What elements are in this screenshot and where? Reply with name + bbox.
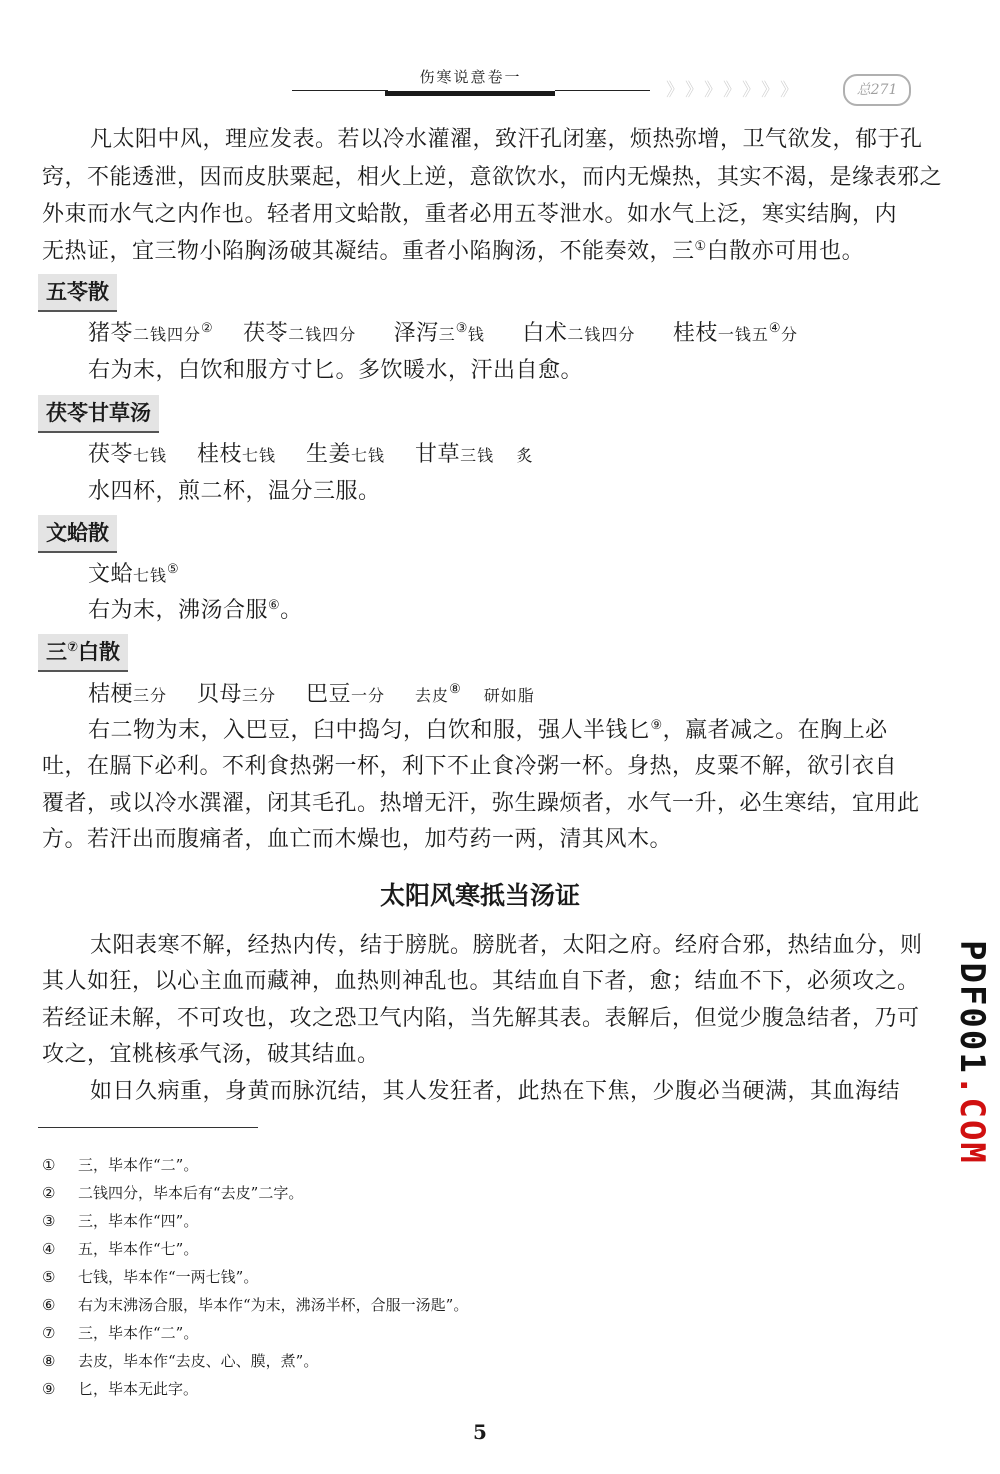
ingredient-name: 桔梗 xyxy=(88,682,134,707)
ingredient-name: 猪苓 xyxy=(88,321,134,346)
ingredient-name: 巴豆 xyxy=(306,682,352,707)
footnote-ref: ⑨ xyxy=(650,718,663,733)
method-line: 水四杯，煎二杯，温分三服。 xyxy=(88,479,381,504)
intro-text-end: 白散亦可用也。 xyxy=(706,239,865,264)
ingredient-note: 炙 xyxy=(516,446,534,465)
ingredient-name: 茯苓 xyxy=(88,442,134,467)
ingredient-note: 研如脂 xyxy=(483,686,535,705)
ingredient-dose: 七钱 xyxy=(351,446,386,465)
section-title: 太阳风寒抵当汤证 xyxy=(379,881,580,910)
footnote: ⑧ 去皮，毕本作“去皮、心、膜，煮”。 xyxy=(42,1352,319,1370)
footnote: ③ 三，毕本作“四”。 xyxy=(42,1212,199,1230)
ingredient-dose: 二钱四分 xyxy=(567,325,636,344)
formula-heading-fuling: 茯苓甘草汤 xyxy=(38,395,159,433)
method-line: 右为末，白饮和服方寸匕。多饮暖水，汗出自愈。 xyxy=(88,358,584,383)
formula-heading-wenge: 文蛤散 xyxy=(38,515,117,553)
method-line: 吐，在膈下必利。不利食热粥一杯，利下不止食冷粥一杯。身热，皮粟不解，欲引衣自 xyxy=(42,754,898,779)
footnote-ref: ① xyxy=(694,239,707,254)
method-line: 右二物为末，入巴豆，臼中捣匀，白饮和服，强人半钱匕⑨，羸者减之。在胸上必 xyxy=(88,718,888,743)
ingredient-name: 文蛤 xyxy=(88,562,134,587)
footnote-rule xyxy=(38,1127,258,1128)
intro-line: 窍，不能透泄，因而皮肤粟起，相火上逆，意欲饮水，而内无燥热，其实不渴，是缘表邪之 xyxy=(42,165,943,190)
ingredient-dose-unit: 钱 xyxy=(467,325,485,344)
page-number: 5 xyxy=(473,1420,487,1444)
ingredient-name: 甘草 xyxy=(415,442,461,467)
ingredient-dose: 一分 xyxy=(351,686,386,705)
footnote-ref: ② xyxy=(201,321,214,336)
total-page-badge: 总271 xyxy=(843,74,911,106)
footnote: ① 三，毕本作“二”。 xyxy=(42,1156,199,1174)
ingredient-line xyxy=(88,561,179,590)
footnote-ref: ③ xyxy=(455,321,468,336)
running-header-title: 伤寒说意卷一 xyxy=(419,68,522,86)
ingredient-dose: 一钱五 xyxy=(717,325,769,344)
footnote-ref: ④ xyxy=(768,321,782,336)
intro-line: 凡太阳中风，理应发表。若以冷水灌濯，致汗孔闭塞，烦热弥增，卫气欲发，郁于孔 xyxy=(90,127,923,152)
ingredient-name: 茯苓 xyxy=(243,321,289,346)
footnote: ④ 五，毕本作“七”。 xyxy=(42,1240,199,1258)
footnote-ref: ⑥ xyxy=(268,598,281,613)
body-line: 若经证未解，不可攻也，攻之恐卫气内陷，当先解其表。表解后，但觉少腹急结者，乃可 xyxy=(42,1006,920,1031)
ingredient-name: 白术 xyxy=(522,321,568,346)
footnote-ref: ⑤ xyxy=(167,562,180,577)
header-ornament: 》》》》》》》 xyxy=(666,80,808,101)
body-line: 如日久病重，身黄而脉沉结，其人发狂者，此热在下焦，少腹必当硬满，其血海结 xyxy=(90,1079,901,1104)
body-line: 其人如狂，以心主血而藏神，血热则神乱也。其结血自下者，愈；结血不下，必须攻之。 xyxy=(42,969,920,994)
watermark-pdf: PDF001 xyxy=(952,940,992,1075)
method-line: 覆者，或以冷水潠濯，闭其毛孔。热增无汗，弥生躁烦者，水气一升，必生寒结，宜用此 xyxy=(42,791,920,816)
ingredient-note: 去皮 xyxy=(415,686,450,705)
footnote: ⑥ 右为末沸汤合服，毕本作“为末，沸汤半杯，合服一汤匙”。 xyxy=(42,1296,469,1314)
body-line: 太阳表寒不解，经热内传，结于膀胱。膀胱者，太阳之府。经府合邪，热结血分，则 xyxy=(90,933,923,958)
header-rule-bar xyxy=(385,91,555,96)
watermark xyxy=(952,940,996,1165)
ingredient-name: 泽泻 xyxy=(393,321,439,346)
footnote: ② 二钱四分，毕本后有“去皮”二字。 xyxy=(42,1184,304,1202)
footnote: ⑨ 匕，毕本无此字。 xyxy=(42,1380,199,1398)
footnote: ⑤ 七钱，毕本作“一两七钱”。 xyxy=(42,1268,259,1286)
ingredient-name: 生姜 xyxy=(306,442,352,467)
ingredient-name: 桂枝 xyxy=(197,442,243,467)
footnote: ⑦ 三，毕本作“二”。 xyxy=(42,1324,199,1342)
ingredient-dose: 二钱四分 xyxy=(133,325,202,344)
ingredient-dose: 七钱 xyxy=(133,446,168,465)
body-line: 攻之，宜桃核承气汤，破其结血。 xyxy=(42,1042,380,1067)
ingredient-dose: 三分 xyxy=(242,686,277,705)
ingredient-dose: 七钱 xyxy=(133,566,168,585)
method-line: 方。若汗出而腹痛者，血亡而木燥也，加芍药一两，清其风木。 xyxy=(42,827,673,852)
footnote-ref: ⑦ xyxy=(67,640,79,655)
formula-heading-sanbai: 三⑦白散 xyxy=(38,634,128,672)
ingredient-line xyxy=(88,441,534,470)
ingredient-dose: 三 xyxy=(438,325,456,344)
intro-line-last xyxy=(42,238,864,266)
ingredient-dose-unit: 分 xyxy=(781,325,799,344)
ingredient-line xyxy=(88,681,535,710)
intro-line: 外束而水气之内作也。轻者用文蛤散，重者必用五苓泄水。如水气上泛，寒实结胸，内 xyxy=(42,202,898,227)
intro-text: 无热证，宜三物小陷胸汤破其凝结。重者小陷胸汤，不能奏效，三 xyxy=(42,239,695,264)
method-line: 右为末，沸汤合服⑥。 xyxy=(88,598,303,623)
formula-heading-wuling: 五苓散 xyxy=(38,274,117,312)
watermark-com: .COM xyxy=(952,1074,992,1165)
ingredient-dose: 三钱 xyxy=(460,446,495,465)
ingredient-name: 贝母 xyxy=(197,682,243,707)
ingredient-dose: 七钱 xyxy=(242,446,277,465)
ingredient-name: 桂枝 xyxy=(672,321,718,346)
header-rule-right xyxy=(555,90,650,91)
ingredient-line xyxy=(88,320,798,349)
header-rule-left xyxy=(292,90,388,91)
footnote-ref: ⑧ xyxy=(449,682,462,697)
ingredient-dose: 三分 xyxy=(133,686,168,705)
ingredient-dose: 二钱四分 xyxy=(288,325,357,344)
